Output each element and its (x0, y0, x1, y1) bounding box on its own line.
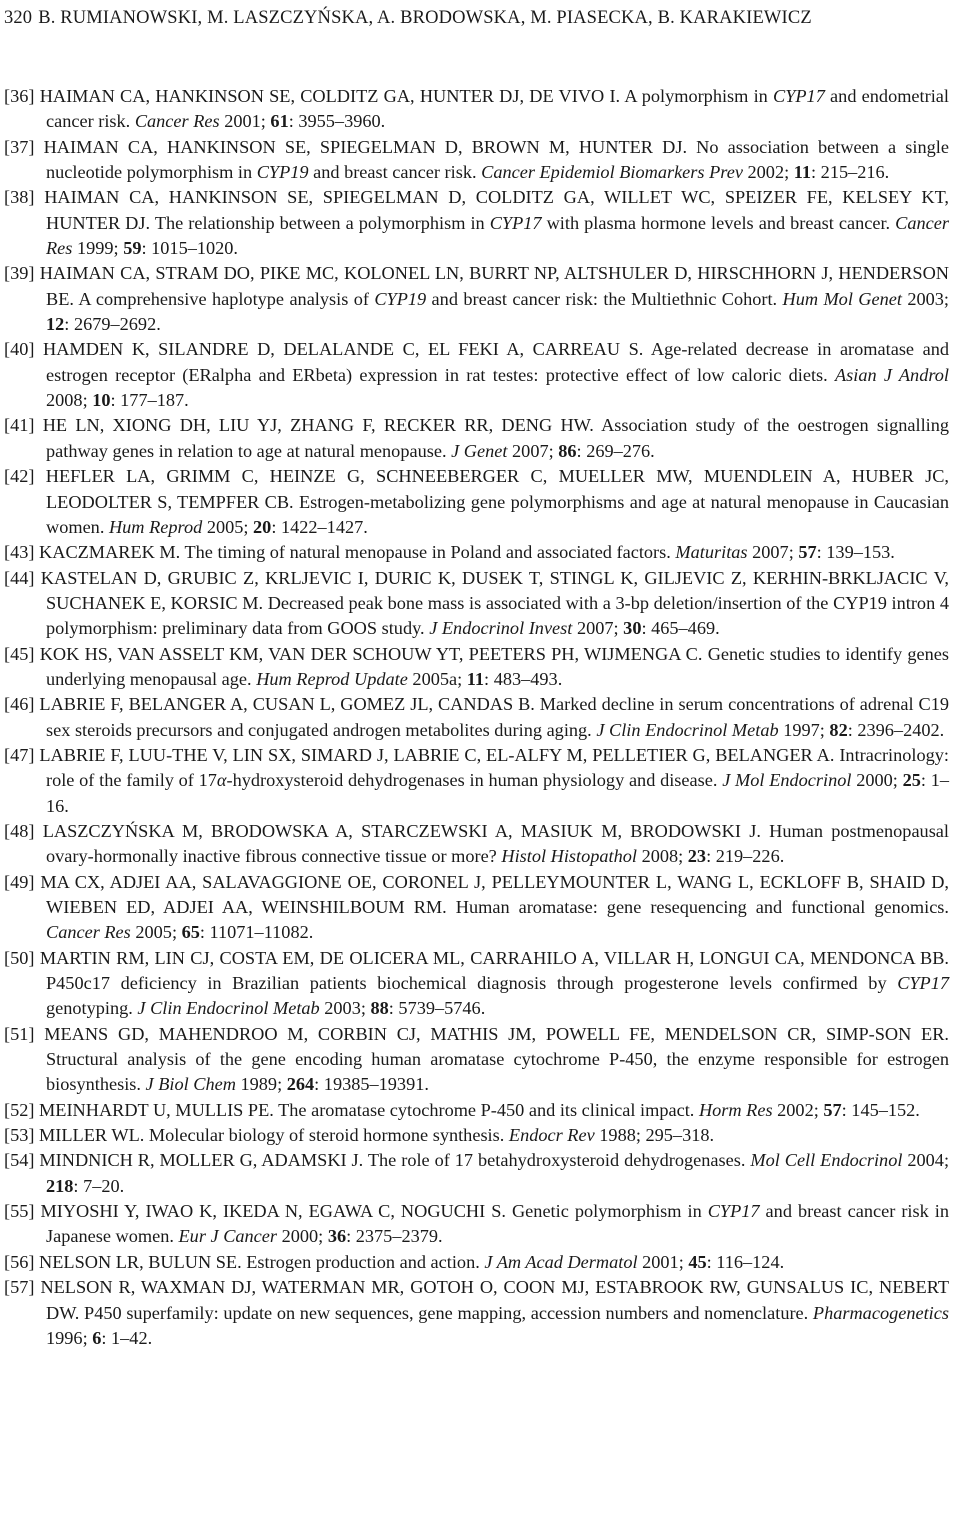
reference-volume: 6 (92, 1327, 102, 1348)
reference-volume: 10 (92, 390, 111, 411)
reference-pages: 269–276. (586, 440, 655, 461)
reference-authors: HAIMAN CA, STRAM DO, PIKE MC, KOLONEL LN, BURRT NP, ALTSHULER D, HIRSCHHORN J, HENDERSON BE. (39, 263, 949, 309)
reference-volume: 88 (370, 998, 389, 1019)
reference-authors: HAIMAN CA, HANKINSON SE, SPIEGELMAN D, BROWN M, HUNTER DJ. (43, 136, 688, 157)
reference-title: Structural analysis of the gene encoding human aromatase cytochrome P-450, the enzyme responsible for estrogen biosynthesis. (46, 1049, 949, 1095)
reference-volume: 36 (327, 1226, 347, 1247)
reference-number: [51] (4, 1023, 35, 1044)
reference-year: 2001 (642, 1251, 679, 1272)
reference-number: [55] (4, 1201, 35, 1222)
reference-pages: 1–16. (46, 770, 950, 816)
reference-title: and breast cancer risk: the Multiethnic Cohort. (426, 288, 778, 309)
reference-journal: Hum Reprod Update (256, 668, 408, 689)
reference-year: 2000 (856, 770, 893, 791)
reference-volume: 57 (798, 542, 817, 563)
reference-journal: Pharmacogenetics (812, 1302, 949, 1323)
reference-number: [45] (4, 643, 35, 664)
reference-list (4, 84, 949, 1351)
reference-number: [39] (4, 263, 35, 284)
reference-entry: [39] HAIMAN CA, STRAM DO, PIKE MC, KOLONEL LN, BURRT NP, ALTSHULER D, HIRSCHHORN J, HENDERSON BE. A comprehensive haplotype analysis of CYP19 and breast cancer risk: the Multiethnic Cohort. Hum Mol Genet 2003; 12: 2679–2692. (4, 263, 949, 335)
reference-volume: 23 (687, 846, 707, 867)
reference-journal: Cancer Res (46, 922, 131, 943)
reference-title: P450c17 deficiency in Brazilian patients biochemical diagnosis through progesterone levels confirmed by (46, 973, 898, 994)
reference-volume: 59 (123, 238, 142, 259)
reference-volume: 57 (823, 1099, 842, 1120)
reference-entry: [37] HAIMAN CA, HANKINSON SE, SPIEGELMAN D, BROWN M, HUNTER DJ. No association between a single nucleotide polymorphism in CYP19 and breast cancer risk. Cancer Epidemiol Biomarkers Prev 2002; 11: 215–216. (4, 136, 949, 183)
reference-journal: Horm Res (698, 1099, 773, 1120)
reference-authors: KACZMAREK M. (39, 542, 181, 563)
reference-journal: Cancer Res (46, 212, 949, 259)
reference-entry: [36] HAIMAN CA, HANKINSON SE, COLDITZ GA, HUNTER DJ, DE VIVO I. A polymorphism in CYP17 and endometrial cancer risk. Cancer Res 2001; 61: 3955–3960. (4, 86, 949, 132)
reference-pages: 177–187. (120, 390, 189, 411)
reference-pages: 11071–11082. (209, 922, 314, 943)
reference-authors: HEFLER LA, GRIMM C, HEINZE G, SCHNEEBERGER C, MUELLER MW, MUENDLEIN A, HUBER JC, LEODOLTER S, TEMPFER CB. (45, 466, 949, 512)
reference-journal: J Am Acad Dermatol (484, 1251, 638, 1272)
reference-year: 2008 (641, 846, 679, 867)
reference-journal: J Clin Endocrinol Metab (596, 719, 779, 740)
reference-title-italic: α (216, 770, 227, 791)
reference-title: Human aromatase: gene resequencing and functional genomics. (455, 897, 949, 917)
reference-entry: [55] MIYOSHI Y, IWAO K, IKEDA N, EGAWA C, NOGUCHI S. Genetic polymorphism in CYP17 and breast cancer risk in Japanese women. Eur J Cancer 2000; 36: 2375–2379. (4, 1201, 949, 1247)
reference-authors: MEANS GD, MAHENDROO M, CORBIN CJ, MATHIS JM, POWELL FE, MENDELSON CR, SIMP-SON ER. (44, 1023, 949, 1044)
reference-journal: J Mol Endocrinol (722, 770, 852, 791)
reference-title: Genetic polymorphism in (511, 1201, 708, 1222)
reference-journal: Endocr Rev (508, 1125, 595, 1146)
reference-entry: [42] HEFLER LA, GRIMM C, HEINZE G, SCHNEEBERGER C, MUELLER MW, MUENDLEIN A, HUBER JC, LEODOLTER S, TEMPFER CB. Estrogen-metabolizing gene polymorphisms and age at natural menopause in Caucasian women. Hum Reprod 2005; 20: 1422–1427. (4, 466, 949, 537)
reference-pages: 1015–1020. (151, 238, 238, 259)
reference-journal: Maturitas (675, 542, 748, 563)
reference-volume: 20 (253, 516, 272, 537)
reference-entry: [50] MARTIN RM, LIN CJ, COSTA EM, DE OLICERA ML, CARRAHILO A, VILLAR H, LONGUI CA, MENDONCA BB. P450c17 deficiency in Brazilian patients biochemical diagnosis through progesterone levels confirmed by CYP17 genotyping. J Clin Endocrinol Metab 2003; 88: 5739–5746. (4, 947, 949, 1019)
reference-entry: [46] LABRIE F, BELANGER A, CUSAN L, GOMEZ JL, CANDAS B. Marked decline in serum concentrations of adrenal C19 sex steroids precursors and conjugated androgen metabolites during aging. J Clin Endocrinol Metab 1997; 82: 2396–2402. (4, 694, 949, 740)
reference-pages: 465–469. (651, 618, 720, 639)
reference-pages: 2679–2692. (73, 314, 161, 335)
reference-authors: MARTIN RM, LIN CJ, COSTA EM, DE OLICERA ML, CARRAHILO A, VILLAR H, LONGUI CA, MENDONCA BB. (39, 947, 949, 968)
reference-pages: 116–124. (716, 1251, 785, 1272)
reference-number: [42] (4, 466, 35, 487)
reference-authors: MINDNICH R, MOLLER G, ADAMSKI J. (39, 1150, 364, 1171)
reference-pages: 215–216. (820, 162, 890, 183)
reference-authors: LABRIE F, LUU-THE V, LIN SX, SIMARD J, LABRIE C, EL-ALFY M, PELLETIER G, BELANGER A. (39, 744, 835, 765)
reference-pages: 295–318. (645, 1125, 715, 1146)
reference-year: 2005a (412, 668, 458, 689)
reference-number: [36] (4, 86, 35, 106)
page-number: 320 (4, 8, 33, 28)
reference-number: [53] (4, 1125, 35, 1146)
reference-title: A comprehensive haplotype analysis of (78, 288, 375, 309)
reference-pages: 3955–3960. (298, 111, 386, 132)
reference-year: 2008 (46, 390, 83, 411)
reference-authors: KOK HS, VAN ASSELT KM, VAN DER SCHOUW YT, PEETERS PH, WIJMENGA C. (39, 643, 703, 664)
reference-pages: 5739–5746. (398, 998, 486, 1019)
reference-authors: NELSON LR, BULUN SE. (39, 1251, 242, 1272)
running-header-authors: B. RUMIANOWSKI, M. LASZCZYŃSKA, A. BRODOWSKA, M. PIASECKA, B. KARAKIEWICZ (38, 8, 812, 28)
reference-journal: Hum Mol Genet (782, 288, 902, 309)
reference-authors: MIYOSHI Y, IWAO K, IKEDA N, EGAWA C, NOGUCHI S. (40, 1201, 506, 1222)
reference-entry: [56] NELSON LR, BULUN SE. Estrogen production and action. J Am Acad Dermatol 2001; 45: 116–124. (4, 1251, 785, 1272)
reference-number: [57] (4, 1277, 35, 1298)
reference-number: [56] (4, 1251, 35, 1272)
reference-title: and breast cancer risk. (308, 162, 477, 183)
reference-authors: MA CX, ADJEI AA, SALAVAGGIONE OE, CORONEL J, PELLEYMOUNTER L, WANG L, ECKLOFF B, SHAID D, WIEBEN ED, ADJEI AA, WEINSHILBOUM RM. (40, 871, 950, 917)
reference-journal: Cancer Res (134, 111, 220, 132)
reference-authors: MILLER WL. (39, 1125, 145, 1146)
reference-title: Molecular biology of steroid hormone synthesis. (148, 1125, 505, 1146)
reference-title: The aromatase cytochrome P-450 and its clinical impact. (278, 1099, 695, 1120)
reference-journal: Mol Cell Endocrinol (750, 1150, 903, 1171)
reference-title: P450 superfamily: update on new sequences, gene mapping, accession numbers and nomenclature. (84, 1302, 809, 1323)
reference-journal: Asian J Androl (834, 364, 949, 385)
reference-authors: NELSON R, WAXMAN DJ, WATERMAN MR, GOTOH O, COON MJ, ESTABROOK RW, GUNSALUS IC, NEBERT DW. (40, 1277, 949, 1323)
reference-title: No association between a single nucleotide polymorphism in (46, 136, 949, 183)
reference-number: [40] (4, 339, 35, 360)
reference-entry: [52] MEINHARDT U, MULLIS PE. The aromatase cytochrome P-450 and its clinical impact. Horm Res 2002; 57: 145–152. (4, 1099, 920, 1120)
reference-entry: [40] HAMDEN K, SILANDRE D, DELALANDE C, EL FEKI A, CARREAU S. Age-related decrease in aromatase and estrogen receptor (ERalpha and ERbeta) expression in rat testes: protective effect of low caloric diets. Asian J Androl 2008; 10: 177–187. (4, 339, 949, 411)
reference-volume: 61 (270, 111, 289, 132)
reference-volume: 11 (466, 668, 485, 689)
reference-volume: 264 (286, 1074, 315, 1095)
reference-year: 2000 (281, 1226, 319, 1247)
reference-journal: Eur J Cancer (178, 1226, 278, 1247)
reference-journal: J Biol Chem (145, 1074, 236, 1095)
reference-title: Estrogen-metabolizing gene polymorphisms and age at natural menopause in Caucasian women. (46, 491, 949, 537)
reference-authors: HE LN, XIONG DH, LIU YJ, ZHANG F, RECKER RR, DENG HW. (42, 415, 594, 436)
reference-volume: 82 (829, 719, 848, 740)
reference-number: [46] (4, 694, 35, 715)
reference-volume: 86 (558, 440, 577, 461)
running-header (4, 6, 956, 30)
reference-volume: 65 (181, 922, 200, 943)
reference-title-italic: CYP17 (707, 1201, 760, 1222)
reference-number: [44] (4, 567, 35, 588)
reference-authors: HAMDEN K, SILANDRE D, DELALANDE C, EL FEKI A, CARREAU S. (43, 339, 644, 360)
reference-number: [41] (4, 415, 35, 436)
reference-entry: [54] MINDNICH R, MOLLER G, ADAMSKI J. The role of 17 betahydroxysteroid dehydrogenases. Mol Cell Endocrinol 2004; 218: 7–20. (4, 1150, 950, 1196)
reference-volume: 45 (688, 1251, 707, 1272)
reference-authors: LABRIE F, BELANGER A, CUSAN L, GOMEZ JL, CANDAS B. (39, 694, 535, 715)
reference-year: 1999 (76, 238, 114, 259)
reference-journal: Hum Reprod (108, 516, 203, 537)
reference-year: 2002 (747, 162, 785, 183)
reference-authors: HAIMAN CA, HANKINSON SE, COLDITZ GA, HUNTER DJ, DE VIVO I. (39, 86, 621, 106)
reference-title: and endometrial cancer risk. (46, 86, 949, 132)
reference-year: 2004 (907, 1150, 944, 1171)
reference-entry: [47] LABRIE F, LUU-THE V, LIN SX, SIMARD J, LABRIE C, EL-ALFY M, PELLETIER G, BELANGER A. Intracrinology: role of the family of 17α-hydroxysteroid dehydrogenases in human physiology and disease. J Mol Endocrinol 2000; 25: 1–16. (4, 744, 950, 816)
reference-pages: 145–152. (851, 1099, 920, 1120)
reference-year: 1988 (599, 1125, 636, 1146)
reference-number: [43] (4, 542, 35, 563)
reference-year: 2007 (512, 440, 549, 461)
reference-title: A polymorphism in (624, 86, 774, 106)
reference-entry: [53] MILLER WL. Molecular biology of steroid hormone synthesis. Endocr Rev 1988; 295–318. (4, 1125, 715, 1146)
reference-pages: 7–20. (83, 1175, 125, 1196)
reference-title: The role of 17 betahydroxysteroid dehydrogenases. (367, 1150, 746, 1171)
reference-title-italic: CYP17 (897, 973, 949, 994)
reference-year: 2005 (135, 922, 172, 943)
reference-journal: Histol Histopathol (501, 846, 637, 867)
reference-number: [52] (4, 1099, 35, 1120)
reference-entry: [48] LASZCZYŃSKA M, BRODOWSKA A, STARCZEWSKI A, MASIUK M, BRODOWSKI J. Human postmenopausal ovary-hormonally inactive fibrous connective tissue or more? Histol Histopathol 2008; 23: 219–226. (4, 820, 950, 867)
reference-year: 2001 (224, 111, 261, 132)
reference-number: [49] (4, 871, 35, 892)
reference-entry: [43] KACZMAREK M. The timing of natural menopause in Poland and associated factors. Maturitas 2007; 57: 139–153. (4, 542, 895, 563)
reference-journal: J Endocrinol Invest (429, 618, 573, 639)
reference-year: 1996 (46, 1327, 83, 1348)
reference-number: [54] (4, 1150, 35, 1171)
reference-entry: [57] NELSON R, WAXMAN DJ, WATERMAN MR, GOTOH O, COON MJ, ESTABROOK RW, GUNSALUS IC, NEBERT DW. P450 superfamily: update on new sequences, gene mapping, accession numbers and nomenclature. Pharmacogenetics 1996; 6: 1–42. (4, 1277, 949, 1348)
reference-year: 1989 (240, 1074, 278, 1095)
reference-pages: 139–153. (826, 542, 895, 563)
reference-volume: 12 (46, 314, 65, 335)
reference-year: 2007 (752, 542, 789, 563)
reference-title: and breast cancer risk in Japanese women. (46, 1201, 949, 1247)
reference-title-italic: CYP17 (773, 86, 825, 106)
reference-title: Age-related decrease in aromatase and estrogen receptor (ERalpha and ERbeta) expression in rat testes: protective effect of low caloric diets. (46, 339, 949, 385)
reference-authors: HAIMAN CA, HANKINSON SE, SPIEGELMAN D, COLDITZ GA, WILLET WC, SPEIZER FE, KELSEY KT, HUNTER DJ. (44, 187, 950, 233)
reference-volume: 11 (793, 162, 812, 183)
reference-volume: 218 (46, 1175, 74, 1196)
reference-year: 2005 (206, 516, 244, 537)
reference-year: 2007 (576, 618, 614, 639)
reference-entry: [45] KOK HS, VAN ASSELT KM, VAN DER SCHOUW YT, PEETERS PH, WIJMENGA C. Genetic studies to identify genes underlying menopausal age. Hum Reprod Update 2005a; 11: 483–493. (4, 643, 949, 689)
reference-year: 2003 (907, 288, 944, 309)
reference-pages: 2375–2379. (355, 1226, 443, 1247)
reference-entry: [41] HE LN, XIONG DH, LIU YJ, ZHANG F, RECKER RR, DENG HW. Association study of the oestrogen signalling pathway genes in relation to age at natural menopause. J Genet 2007; 86: 269–276. (4, 415, 950, 461)
reference-pages: 19385–19391. (323, 1074, 429, 1095)
reference-title: The timing of natural menopause in Poland and associated factors. (184, 542, 671, 563)
reference-authors: MEINHARDT U, MULLIS PE. (39, 1099, 274, 1120)
reference-title: Genetic studies to identify genes underlying menopausal age. (46, 643, 949, 689)
reference-journal: Cancer Epidemiol Biomarkers Prev (481, 162, 743, 183)
reference-entry: [44] KASTELAN D, GRUBIC Z, KRLJEVIC I, DURIC K, DUSEK T, STINGL K, GILJEVIC Z, KERHIN-BRKLJACIC V, SUCHANEK E, KORSIC M. Decreased peak bone mass is associated with a 3-bp deletion/insertion of the CYP19 intron 4 polymorphism: preliminary data from GOOS study. J Endocrinol Invest 2007; 30: 465–469. (4, 567, 950, 639)
reference-number: [47] (4, 744, 35, 765)
reference-number: [37] (4, 136, 35, 157)
reference-title: Marked decline in serum concentrations of adrenal C19 sex steroids precursors and conjugated androgen metabolites during aging. (46, 694, 949, 740)
reference-title: -hydroxysteroid dehydrogenases in human physiology and disease. (226, 770, 718, 791)
reference-entry: [51] MEANS GD, MAHENDROO M, CORBIN CJ, MATHIS JM, POWELL FE, MENDELSON CR, SIMP-SON ER. Structural analysis of the gene encoding human aromatase cytochrome P-450, the enzyme responsible for estrogen biosynthesis. J Biol Chem 1989; 264: 19385–19391. (4, 1023, 949, 1095)
reference-title: Estrogen production and action. (246, 1251, 480, 1272)
reference-entry: [49] MA CX, ADJEI AA, SALAVAGGIONE OE, CORONEL J, PELLEYMOUNTER L, WANG L, ECKLOFF B, SHAID D, WIEBEN ED, ADJEI AA, WEINSHILBOUM RM. Human aromatase: gene resequencing and functional genomics. Cancer Res 2005; 65: 11071–11082. (4, 871, 950, 943)
reference-number: [50] (4, 947, 35, 968)
reference-authors: KASTELAN D, GRUBIC Z, KRLJEVIC I, DURIC K, DUSEK T, STINGL K, GILJEVIC Z, KERHIN-BRKLJACIC V, SUCHANEK E, KORSIC M. (40, 567, 950, 613)
reference-volume: 25 (902, 770, 921, 791)
reference-title-italic: CYP17 (489, 212, 542, 233)
reference-year: 2003 (324, 998, 361, 1019)
reference-title: Intracrinology: role of the family of 17 (46, 744, 949, 791)
reference-title: Association study of the oestrogen signalling pathway genes in relation to age at natural menopause. (46, 415, 950, 461)
reference-title: The relationship between a polymorphism in (154, 212, 490, 233)
reference-pages: 483–493. (493, 668, 563, 689)
reference-entry: [38] HAIMAN CA, HANKINSON SE, SPIEGELMAN D, COLDITZ GA, WILLET WC, SPEIZER FE, KELSEY KT, HUNTER DJ. The relationship between a polymorphism in CYP17 with plasma hormone levels and breast cancer. Cancer Res 1999; 59: 1015–1020. (4, 187, 950, 259)
reference-pages: 1–42. (111, 1327, 153, 1348)
reference-title: genotyping. (46, 998, 133, 1019)
reference-journal: J Genet (451, 440, 508, 461)
reference-number: [48] (4, 820, 35, 841)
reference-title: with plasma hormone levels and breast cancer. (541, 212, 891, 233)
reference-journal: J Clin Endocrinol Metab (137, 998, 320, 1019)
reference-title: Decreased peak bone mass is associated with a 3-bp deletion/insertion of the CYP19 intron 4 polymorphism: preliminary data from GOOS study. (46, 592, 949, 639)
reference-year: 2002 (777, 1099, 814, 1120)
reference-title: Human postmenopausal ovary-hormonally inactive fibrous connective tissue or more? (46, 820, 950, 867)
reference-number: [38] (4, 187, 35, 208)
reference-pages: 1422–1427. (280, 516, 368, 537)
reference-title-italic: CYP19 (256, 162, 309, 183)
reference-volume: 30 (623, 618, 642, 639)
reference-year: 1997 (783, 719, 820, 740)
reference-pages: 2396–2402. (857, 719, 945, 740)
reference-title-italic: CYP19 (374, 288, 427, 309)
reference-authors: LASZCZYŃSKA M, BRODOWSKA A, STARCZEWSKI A, MASIUK M, BRODOWSKI J. (42, 820, 761, 841)
reference-pages: 219–226. (715, 846, 785, 867)
